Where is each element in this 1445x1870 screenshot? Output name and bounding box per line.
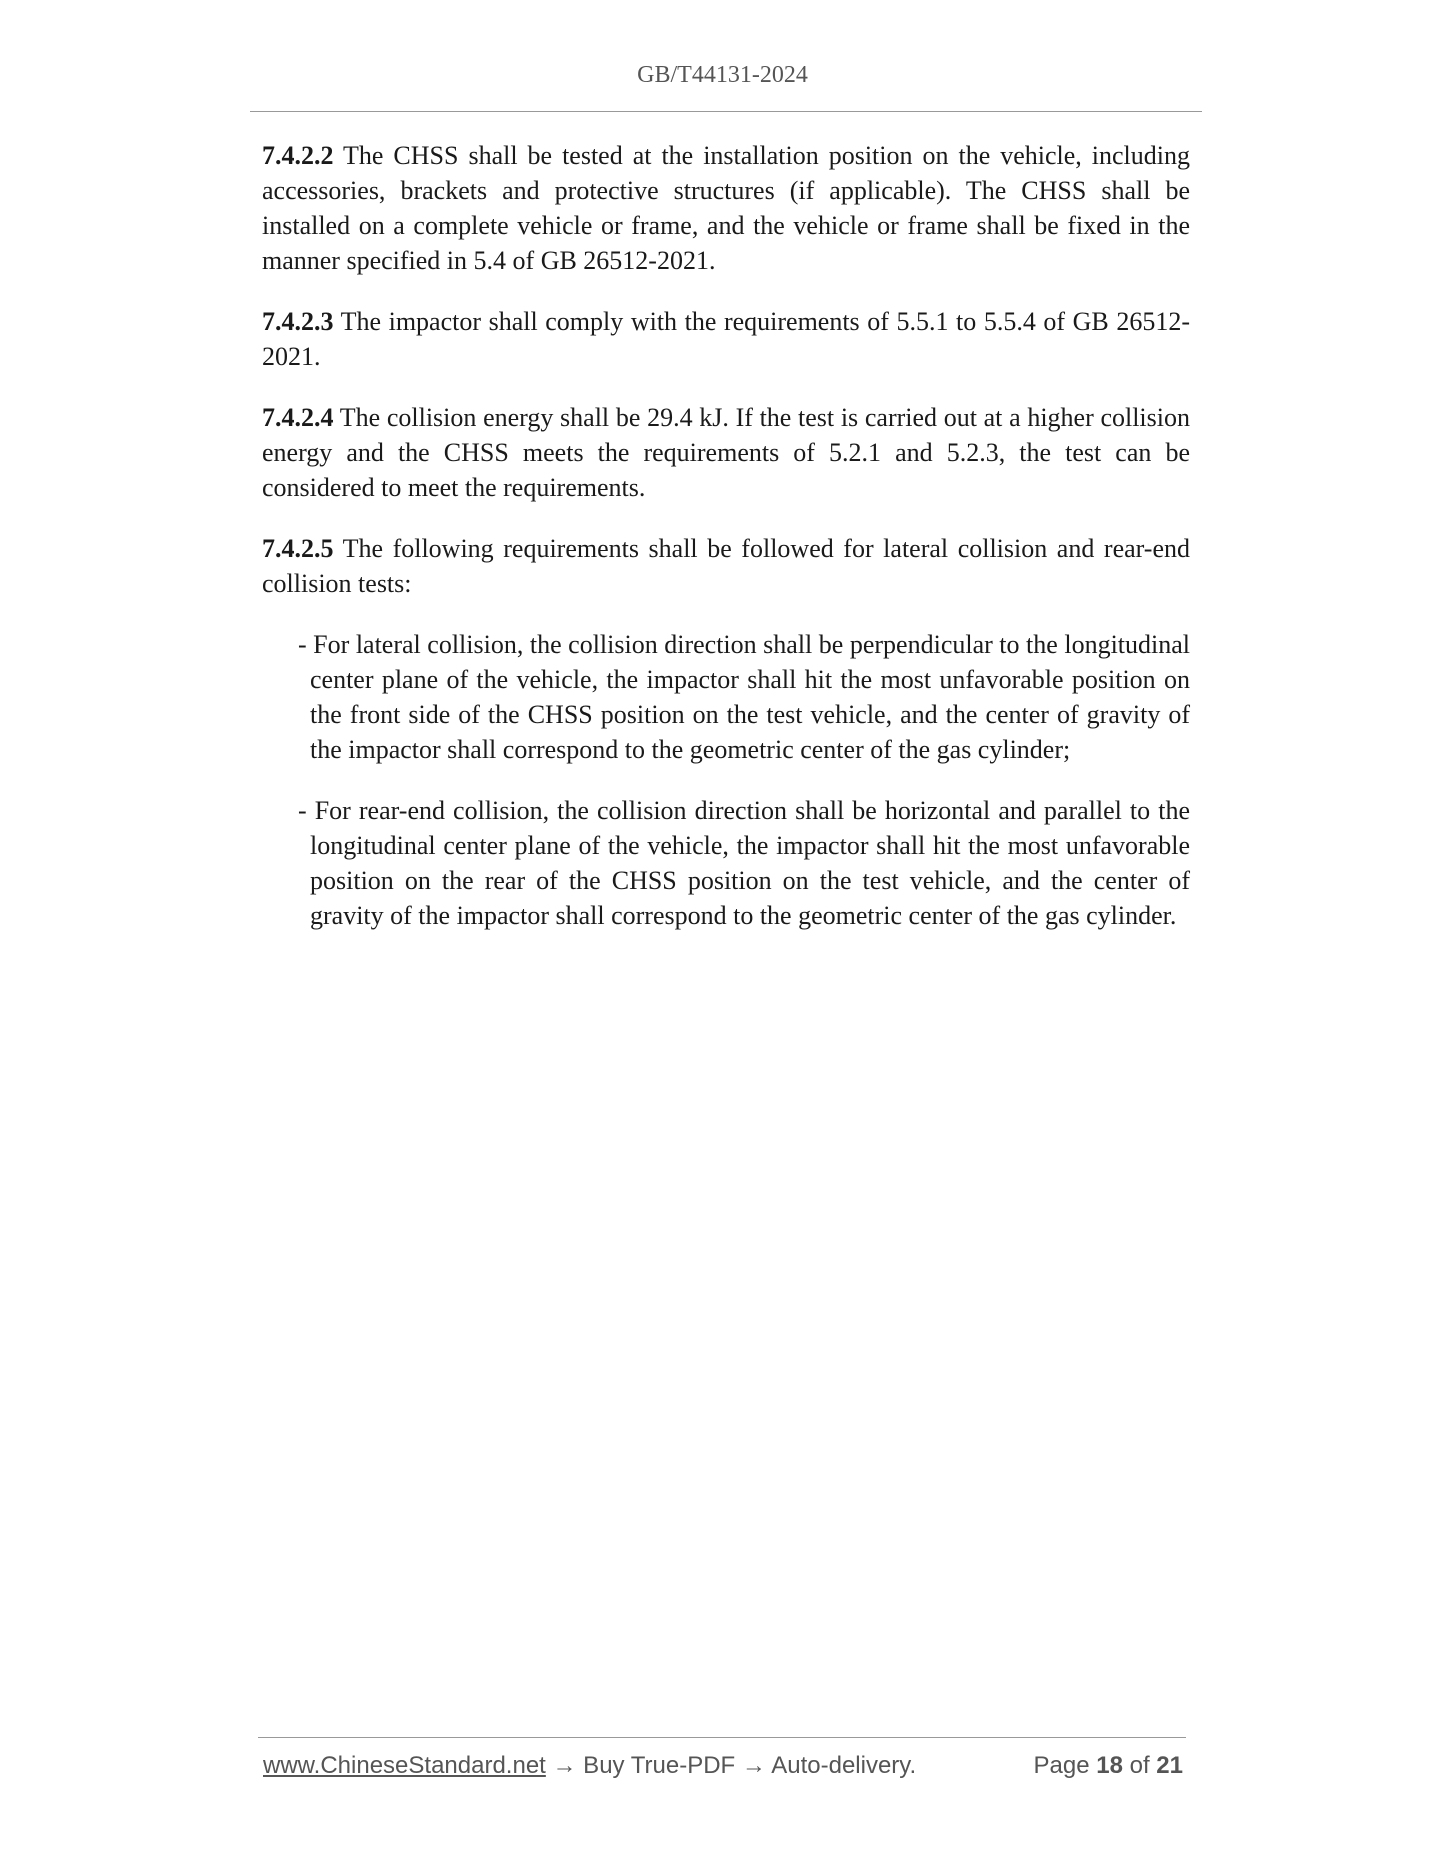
page-indicator	[1034, 1752, 1183, 1780]
clause-number: 7.4.2.4	[262, 403, 334, 432]
footer-divider	[258, 1737, 1186, 1738]
document-body	[262, 138, 1190, 933]
clause-text: The collision energy shall be 29.4 kJ. If the test is carried out at a higher collision energy and the CHSS meets the requirements of 5.2.1 and 5.2.3, the test can be considered to meet the requirements.	[262, 403, 1190, 502]
promo-text: → Buy True-PDF → Auto-delivery.	[545, 1752, 917, 1779]
page-of-label: of	[1122, 1752, 1157, 1779]
clause-7-4-2-3	[262, 304, 1190, 374]
clause-number: 7.4.2.2	[262, 141, 334, 170]
page-label: Page	[1033, 1752, 1097, 1779]
page-footer	[263, 1752, 1183, 1788]
clause-number: 7.4.2.3	[262, 307, 334, 336]
clause-text: The CHSS shall be tested at the installation position on the vehicle, including accessories, brackets and protective structures (if applicable). The CHSS shall be installed on a complete vehicle or frame, and the vehicle or frame shall be fixed in the manner specified in 5.4 of GB 26512-2021.	[262, 141, 1190, 275]
list-item-lateral-collision: - For lateral collision, the collision direction shall be perpendicular to the longitudinal center plane of the vehicle, the impactor shall hit the most unfavorable position on the front side of the CHSS position on the test vehicle, and the center of gravity of the impactor shall correspond to the geometric center of the gas cylinder;	[298, 630, 1190, 764]
list-item-rear-end-collision: - For rear-end collision, the collision direction shall be horizontal and parallel to the longitudinal center plane of the vehicle, the impactor shall hit the most unfavorable position on the rear of the CHSS position on the test vehicle, and the center of gravity of the impactor shall correspond to the geometric center of the gas cylinder.	[298, 796, 1190, 930]
clause-text: The impactor shall comply with the requirements of 5.5.1 to 5.5.4 of GB 26512-2021.	[262, 307, 1190, 371]
page-current: 18	[1096, 1752, 1123, 1779]
clause-7-4-2-4	[262, 400, 1190, 505]
page-total: 21	[1156, 1752, 1183, 1779]
clause-text: The following requirements shall be followed for lateral collision and rear-end collision tests:	[262, 534, 1190, 598]
clause-7-4-2-2	[262, 138, 1190, 278]
footer-promo	[263, 1752, 916, 1780]
website-link[interactable]: www.ChineseStandard.net	[263, 1752, 546, 1779]
clause-number: 7.4.2.5	[262, 534, 334, 563]
document-code-header: GB/T44131-2024	[637, 62, 808, 88]
clause-7-4-2-5	[262, 531, 1190, 601]
header-divider	[250, 111, 1202, 112]
